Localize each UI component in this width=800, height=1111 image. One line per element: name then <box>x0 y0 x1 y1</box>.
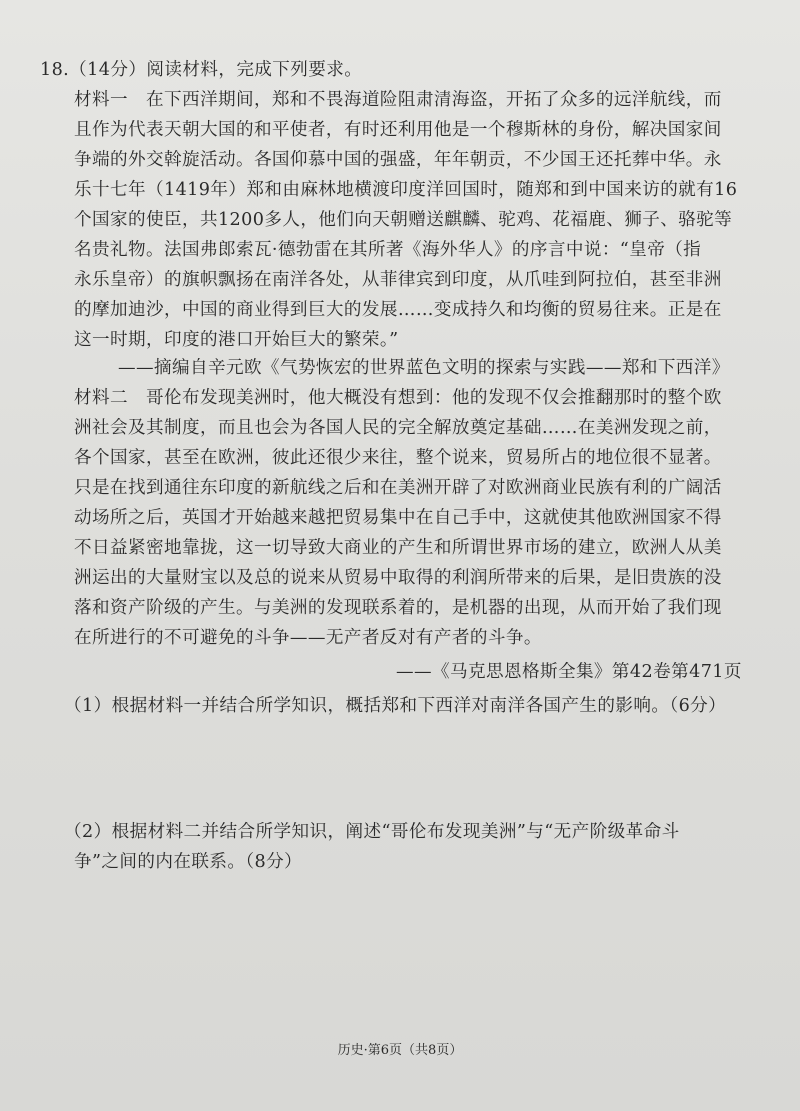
material2-line: 在所进行的不可避免的斗争——无产者反对有产者的斗争。 <box>74 628 542 648</box>
material1-source: ——摘编自辛元欧《气势恢宏的世界蓝色文明的探索与实践——郑和下西洋》 <box>118 358 730 378</box>
material1-line: 名贵礼物。法国弗郎索瓦·德勃雷在其所著《海外华人》的序言中说：“皇帝（指 <box>74 240 702 260</box>
material1-line: 材料一 在下西洋期间，郑和不畏海道险阻肃清海盗，开拓了众多的远洋航线，而 <box>74 90 722 110</box>
sub-question-2-line: 争”之间的内在联系。（8分） <box>74 852 303 872</box>
material2-source: ——《马克思恩格斯全集》第42卷第471页 <box>396 662 742 682</box>
sub-question-1: （1）根据材料一并结合所学知识，概括郑和下西洋对南洋各国产生的影响。（6分） <box>64 696 727 716</box>
sub-question-2-line: （2）根据材料二并结合所学知识，阐述“哥伦布发现美洲”与“无产阶级革命斗 <box>64 822 680 842</box>
material2-line: 落和资产阶级的产生。与美洲的发现联系着的，是机器的出现，从而开始了我们现 <box>74 598 722 618</box>
material2-line: 只是在找到通往东印度的新航线之后和在美洲开辟了对欧洲商业民族有利的广阔活 <box>74 478 722 498</box>
page-footer: 历史·第6页（共8页） <box>337 1043 463 1058</box>
material2-line: 洲运出的大量财宝以及总的说来从贸易中取得的利润所带来的后果，是旧贵族的没 <box>74 568 722 588</box>
material2-line: 材料二 哥伦布发现美洲时，他大概没有想到：他的发现不仅会推翻那时的整个欧 <box>74 388 722 408</box>
material1-line: 的摩加迪沙，中国的商业得到巨大的发展……变成持久和均衡的贸易往来。正是在 <box>74 300 722 320</box>
question-header: 18.（14分）阅读材料，完成下列要求。 <box>40 60 363 80</box>
material2-line: 不日益紧密地靠拢，这一切导致大商业的产生和所谓世界市场的建立，欧洲人从美 <box>74 538 722 558</box>
material1-line: 个国家的使臣，共1200多人，他们向天朝赠送麒麟、驼鸡、花福鹿、狮子、骆驼等 <box>74 210 733 230</box>
material1-line: 争端的外交斡旋活动。各国仰慕中国的强盛，年年朝贡，不少国王还托葬中华。永 <box>74 150 722 170</box>
material2-line: 洲社会及其制度，而且也会为各国人民的完全解放奠定基础……在美洲发现之前， <box>74 418 722 438</box>
material1-line: 这一时期，印度的港口开始巨大的繁荣。” <box>74 330 399 350</box>
material1-line: 乐十七年（1419年）郑和由麻林地横渡印度洋回国时，随郑和到中国来访的就有16 <box>74 180 738 200</box>
material2-line: 各个国家，甚至在欧洲，彼此还很少来往，整个说来，贸易所占的地位很不显著。 <box>74 448 722 468</box>
material2-line: 动场所之后，英国才开始越来越把贸易集中在自己手中，这就使其他欧洲国家不得 <box>74 508 722 528</box>
material1-line: 永乐皇帝）的旗帜飘扬在南洋各处，从菲律宾到印度，从爪哇到阿拉伯，甚至非洲 <box>74 270 722 290</box>
material1-line: 且作为代表天朝大国的和平使者，有时还利用他是一个穆斯林的身份，解决国家间 <box>74 120 722 140</box>
